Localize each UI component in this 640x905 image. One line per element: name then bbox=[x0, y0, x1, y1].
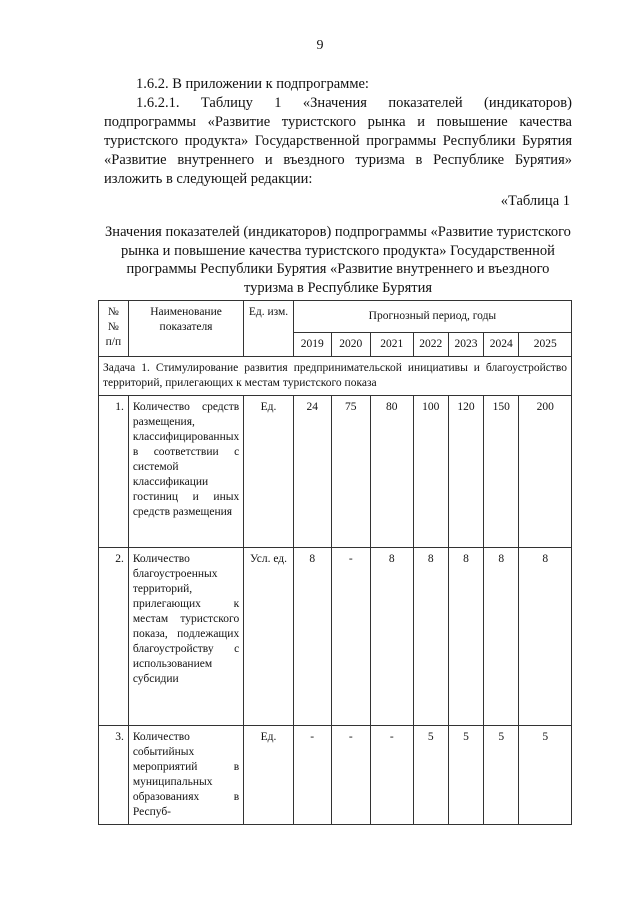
paragraph-intro: 1.6.2. В приложении к подпрограмме: bbox=[136, 76, 369, 92]
row-value: 5 bbox=[413, 726, 448, 825]
row-num: 2. bbox=[99, 548, 129, 726]
row-value: 80 bbox=[370, 396, 413, 548]
table-reference: «Таблица 1 bbox=[500, 193, 570, 209]
task-row bbox=[99, 357, 572, 396]
row-num: 3. bbox=[99, 726, 129, 825]
row-value: 100 bbox=[413, 396, 448, 548]
row-value: 24 bbox=[293, 396, 331, 548]
header-year: 2023 bbox=[448, 333, 483, 357]
row-value: 8 bbox=[293, 548, 331, 726]
paragraph-amendment: 1.6.2.1. Таблицу 1 «Значения показателей (индикаторов) подпрограммы «Развитие туристского рынка и повышение качества туристского продукта» Государственной программы Республики Бурятия «Развитие внутреннего и въездного туризма в Республике Бурятия» изложить в следующей редакции: bbox=[104, 95, 572, 187]
header-year: 2020 bbox=[331, 333, 370, 357]
table-header-row bbox=[99, 301, 572, 333]
header-year: 2022 bbox=[413, 333, 448, 357]
row-value: 75 bbox=[331, 396, 370, 548]
table-row bbox=[99, 726, 572, 825]
row-value: 120 bbox=[448, 396, 483, 548]
row-indicator-name: Количество средств размещения, классифицированных в соответствии с системой классификации гостиниц и иных средств размещения bbox=[128, 396, 243, 548]
row-value: - bbox=[370, 726, 413, 825]
row-value: 8 bbox=[519, 548, 572, 726]
header-year: 2021 bbox=[370, 333, 413, 357]
header-year: 2019 bbox=[293, 333, 331, 357]
row-value: - bbox=[293, 726, 331, 825]
row-value: - bbox=[331, 726, 370, 825]
row-indicator-name: Количество благоустроенных территорий, прилегающих к местам туристского показа, подлежащих благоустройству с использованием субсидии bbox=[128, 548, 243, 726]
row-value: 150 bbox=[484, 396, 519, 548]
row-value: 8 bbox=[413, 548, 448, 726]
indicators-table bbox=[98, 300, 572, 825]
row-unit: Усл. ед. bbox=[244, 548, 294, 726]
row-num: 1. bbox=[99, 396, 129, 548]
row-value: 5 bbox=[448, 726, 483, 825]
row-value: 8 bbox=[448, 548, 483, 726]
row-value: 200 bbox=[519, 396, 572, 548]
row-value: 5 bbox=[519, 726, 572, 825]
row-value: 8 bbox=[484, 548, 519, 726]
row-unit: Ед. bbox=[244, 396, 294, 548]
header-year: 2024 bbox=[484, 333, 519, 357]
row-value: 5 bbox=[484, 726, 519, 825]
task-cell: Задача 1. Стимулирование развития предпринимательской инициативы и благоустройство территорий, прилегающих к местам туристского показа bbox=[99, 357, 572, 396]
table-row bbox=[99, 396, 572, 548]
row-unit: Ед. bbox=[244, 726, 294, 825]
header-year: 2025 bbox=[519, 333, 572, 357]
header-name: Наименование показателя bbox=[128, 301, 243, 357]
header-forecast: Прогнозный период, годы bbox=[293, 301, 571, 333]
table-title: Значения показателей (индикаторов) подпрограммы «Развитие туристского рынка и повышение качества туристского продукта» Государственной программы Республики Бурятия «Развитие внутреннего и въездного туризма в Республике Бурятия bbox=[105, 224, 571, 296]
header-unit: Ед. изм. bbox=[244, 301, 294, 357]
row-value: - bbox=[331, 548, 370, 726]
row-indicator-name: Количество событийных мероприятий в муниципальных образованиях в Респуб- bbox=[128, 726, 243, 825]
row-value: 8 bbox=[370, 548, 413, 726]
header-num: №№ п/п bbox=[99, 301, 129, 357]
page-number: 9 bbox=[316, 38, 324, 53]
table-row bbox=[99, 548, 572, 726]
